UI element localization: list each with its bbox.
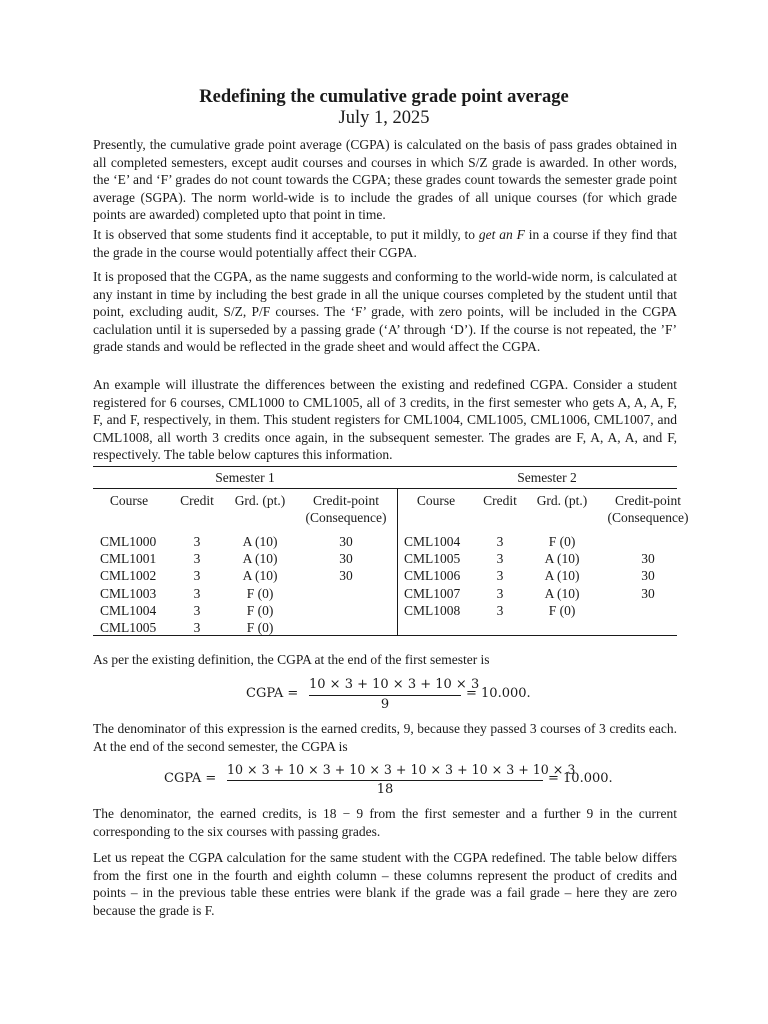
sem1-cp-cell: 30 (339, 534, 353, 549)
sem2-col-credit: Credit (483, 493, 517, 508)
paragraph-observation-text-start: It is observed that some students find it acceptable, to put it mildly, to (93, 227, 479, 242)
sem2-credit-cell: 3 (496, 585, 504, 601)
sem1-credit-cell: 3 (193, 568, 201, 584)
sem1-course-cell: CML1002 (100, 568, 157, 584)
sem1-cp-cell: 30 (339, 568, 353, 584)
sem2-cp-cell: 30 (641, 568, 655, 584)
table-divider (397, 488, 398, 635)
sem2-credit-cell: 3 (496, 568, 504, 584)
sem2-credit-cell: 3 (496, 534, 504, 549)
sem1-credit-cell: 3 (193, 534, 201, 549)
sem1-cp-cell: 30 (339, 551, 353, 567)
paragraph-example: An example will illustrate the differences between the existing and redefined CGPA. Consider a student registered for 6 courses, CML1000 to CML1005, all of 3 credits, in the first semester who gets A, A, A, F, F, and F, respectively, in them. This student registers for CML1004, CML1005, CML1006, CML1007, and CML1008, all worth 3 credits once again, in the subsequent semester. The grades are F, A, A, A, and F, respectively. The table below captures this information. (93, 377, 677, 463)
sem1-grade-cell: A (10) (242, 551, 278, 567)
document-date: July 1, 2025 (338, 108, 430, 128)
document-title: Redefining the cumulative grade point average (199, 87, 569, 107)
sem2-grade-cell: A (10) (544, 551, 580, 567)
table-bottom-rule (93, 635, 677, 636)
sem2-course-cell: CML1008 (404, 602, 461, 618)
sem1-grade-cell: A (10) (242, 534, 278, 549)
sem1-course-cell: CML1000 (100, 534, 157, 549)
paragraph-proposal: It is proposed that the CGPA, as the name suggests and conforming to the world-wide norm, is calculated at any instant in time by including the best grade in all the unique courses completed by the student until that point, excluding audit, S/Z, P/F courses. The ‘F’ grade, with zero points, will be included in the CGPA caclulation until it is superseded by a passing grade (‘A’ through ‘D’). If the course is not repeated, the ’F’ grade stands and would be reflected in the grade sheet and would affect the CGPA. (93, 269, 677, 355)
sem1-grade-cell: F (0) (246, 585, 274, 601)
eq1-lhs: CGPA = (246, 686, 299, 701)
sem2-course-cell: CML1005 (404, 551, 461, 567)
paragraph-intro: Presently, the cumulative grade point average (CGPA) is calculated on the basis of pass grades obtained in all completed semesters, except audit courses and courses in which S/Z grade is awarded. In other words, the ‘E’ and ‘F’ grades do not count towards the CGPA; these grades count towards the semester grade point average (SGPA). The norm world-wide is to include the grades of all unique courses (for which grade points are awarded) completed upto that point in time. (93, 137, 677, 223)
sem2-course-cell: CML1004 (404, 534, 461, 549)
sem1-credit-cell: 3 (193, 585, 201, 601)
sem2-col-creditpoint: Credit-point (615, 493, 681, 508)
sem1-credit-cell: 3 (193, 551, 201, 567)
sem1-col-course: Course (109, 493, 149, 508)
sem1-course-cell: CML1004 (100, 602, 157, 618)
paragraph-existing-definition: As per the existing definition, the CGPA at the end of the first semester is (93, 652, 490, 667)
sem1-col-creditpoint: Credit-point (313, 493, 379, 508)
sem2-grade-cell: A (10) (544, 585, 580, 601)
sem1-col-grade: Grd. (pt.) (234, 493, 286, 508)
sem2-col-grade: Grd. (pt.) (536, 493, 588, 508)
sem1-grade-cell: F (0) (246, 620, 274, 635)
eq2-numerator: 10 × 3 + 10 × 3 + 10 × 3 + 10 × 3 + 10 × 3 + 10 × 3 (227, 762, 576, 777)
paragraph-earned-credits: The denominator, the earned credits, is 18 − 9 from the first semester and a further 9 in the current corresponding to the six courses with passing grades. (93, 806, 677, 839)
sem2-col-course: Course (416, 493, 456, 508)
sem1-grade-cell: A (10) (242, 568, 278, 584)
sem1-course-cell: CML1005 (100, 620, 157, 635)
paragraph-redefined: Let us repeat the CGPA calculation for the same student with the CGPA redefined. The table below differs from the first one in the fourth and eighth column – these columns represent the product of credits and points – in the previous table these entries were blank if the grade was a fail grade – here they are zero because the grade is F. (93, 850, 677, 918)
sem2-cp-cell: 30 (641, 585, 655, 601)
sem2-course-cell: CML1006 (404, 568, 461, 584)
sem1-credit-cell: 3 (193, 620, 201, 635)
eq1-denominator: 9 (380, 697, 390, 712)
sem2-course-cell: CML1007 (404, 585, 461, 601)
sem2-col-consequence: (Consequence) (607, 510, 689, 525)
eq1-fraction-bar (309, 695, 461, 696)
sem1-course-cell: CML1003 (100, 585, 157, 601)
sem2-grade-cell: F (0) (548, 602, 576, 618)
eq1-numerator: 10 × 3 + 10 × 3 + 10 × 3 (309, 677, 480, 692)
paragraph-observation-text-end: in a course if they find that the grade in the course would potentially affect their CGPA. (93, 227, 677, 260)
sem1-col-consequence: (Consequence) (305, 510, 387, 525)
paragraph-denominator: The denominator of this expression is the earned credits, 9, because they passed 3 courses of 3 credits each. At the end of the second semester, the CGPA is (93, 721, 677, 754)
eq2-rhs: = 10.000. (548, 771, 613, 786)
sem2-grade-cell: F (0) (548, 534, 576, 549)
sem2-cp-cell: 30 (641, 551, 655, 567)
eq1-rhs: = 10.000. (466, 686, 531, 701)
table-mid-rule (93, 488, 677, 489)
sem1-course-cell: CML1001 (100, 551, 157, 567)
paragraph-observation-emphasis: get an F (478, 227, 525, 242)
sem2-credit-cell: 3 (496, 602, 504, 618)
eq2-fraction-bar (227, 780, 543, 781)
semester2-header: Semester 2 (517, 470, 577, 485)
sem2-credit-cell: 3 (496, 551, 504, 567)
eq2-denominator: 18 (376, 782, 394, 797)
table-top-rule (93, 466, 677, 467)
eq2-lhs: CGPA = (164, 771, 217, 786)
sem1-grade-cell: F (0) (246, 602, 274, 618)
sem2-grade-cell: A (10) (544, 568, 580, 584)
sem1-credit-cell: 3 (193, 602, 201, 618)
semester1-header: Semester 1 (215, 470, 275, 485)
sem1-col-credit: Credit (180, 493, 214, 508)
paragraph-observation (93, 226, 677, 261)
